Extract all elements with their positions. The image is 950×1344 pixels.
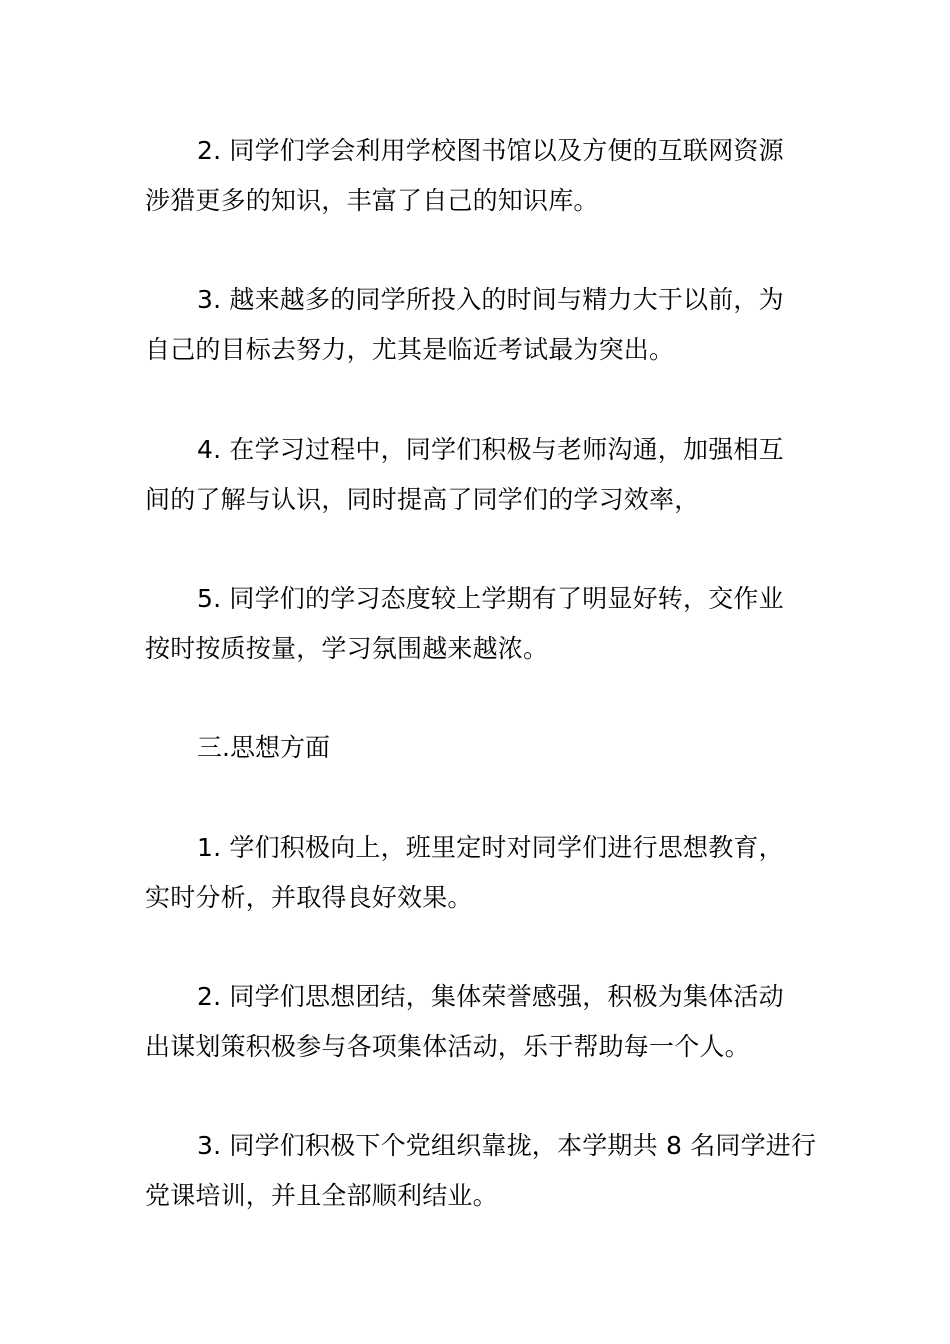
- paragraph-line: 涉猎更多的知识，丰富了自己的知识库。: [145, 186, 599, 215]
- section-paragraph-item-3: [145, 1121, 817, 1221]
- paragraph-line: 2. 同学们学会利用学校图书馆以及方便的互联网资源: [197, 136, 784, 165]
- paragraph-line: 出谋划策积极参与各项集体活动，乐于帮助每一个人。: [145, 1032, 750, 1061]
- paragraph-line: 实时分析，并取得良好效果。: [145, 883, 473, 912]
- paragraph-line: 3. 同学们积极下个党组织靠拢，本学期共 8 名同学进行: [197, 1131, 817, 1160]
- paragraph-line: 5. 同学们的学习态度较上学期有了明显好转，交作业: [197, 584, 784, 613]
- paragraph-item-4-communication: [145, 425, 810, 525]
- paragraph-item-3-effort: [145, 275, 810, 375]
- section-paragraph-item-1: [145, 823, 810, 923]
- paragraph-line: 党课培训，并且全部顺利结业。: [145, 1181, 498, 1210]
- paragraph-item-2-library: [145, 126, 810, 226]
- paragraph-line: 自己的目标去努力，尤其是临近考试最为突出。: [145, 335, 675, 364]
- paragraph-line: 1. 学们积极向上，班里定时对同学们进行思想教育，: [197, 833, 784, 862]
- paragraph-item-5-attitude: [145, 574, 810, 674]
- section-paragraph-item-2: [145, 972, 810, 1072]
- paragraph-line: 间的了解与认识，同时提高了同学们的学习效率，: [145, 485, 700, 514]
- paragraph-line: 按时按质按量，学习氛围越来越浓。: [145, 634, 549, 663]
- paragraph-line: 2. 同学们思想团结，集体荣誉感强，积极为集体活动: [197, 982, 784, 1011]
- paragraph-line: 4. 在学习过程中，同学们积极与老师沟通，加强相互: [197, 435, 784, 464]
- section-heading: 三.思想方面: [197, 733, 330, 762]
- paragraph-line: 3. 越来越多的同学所投入的时间与精力大于以前，为: [197, 285, 784, 314]
